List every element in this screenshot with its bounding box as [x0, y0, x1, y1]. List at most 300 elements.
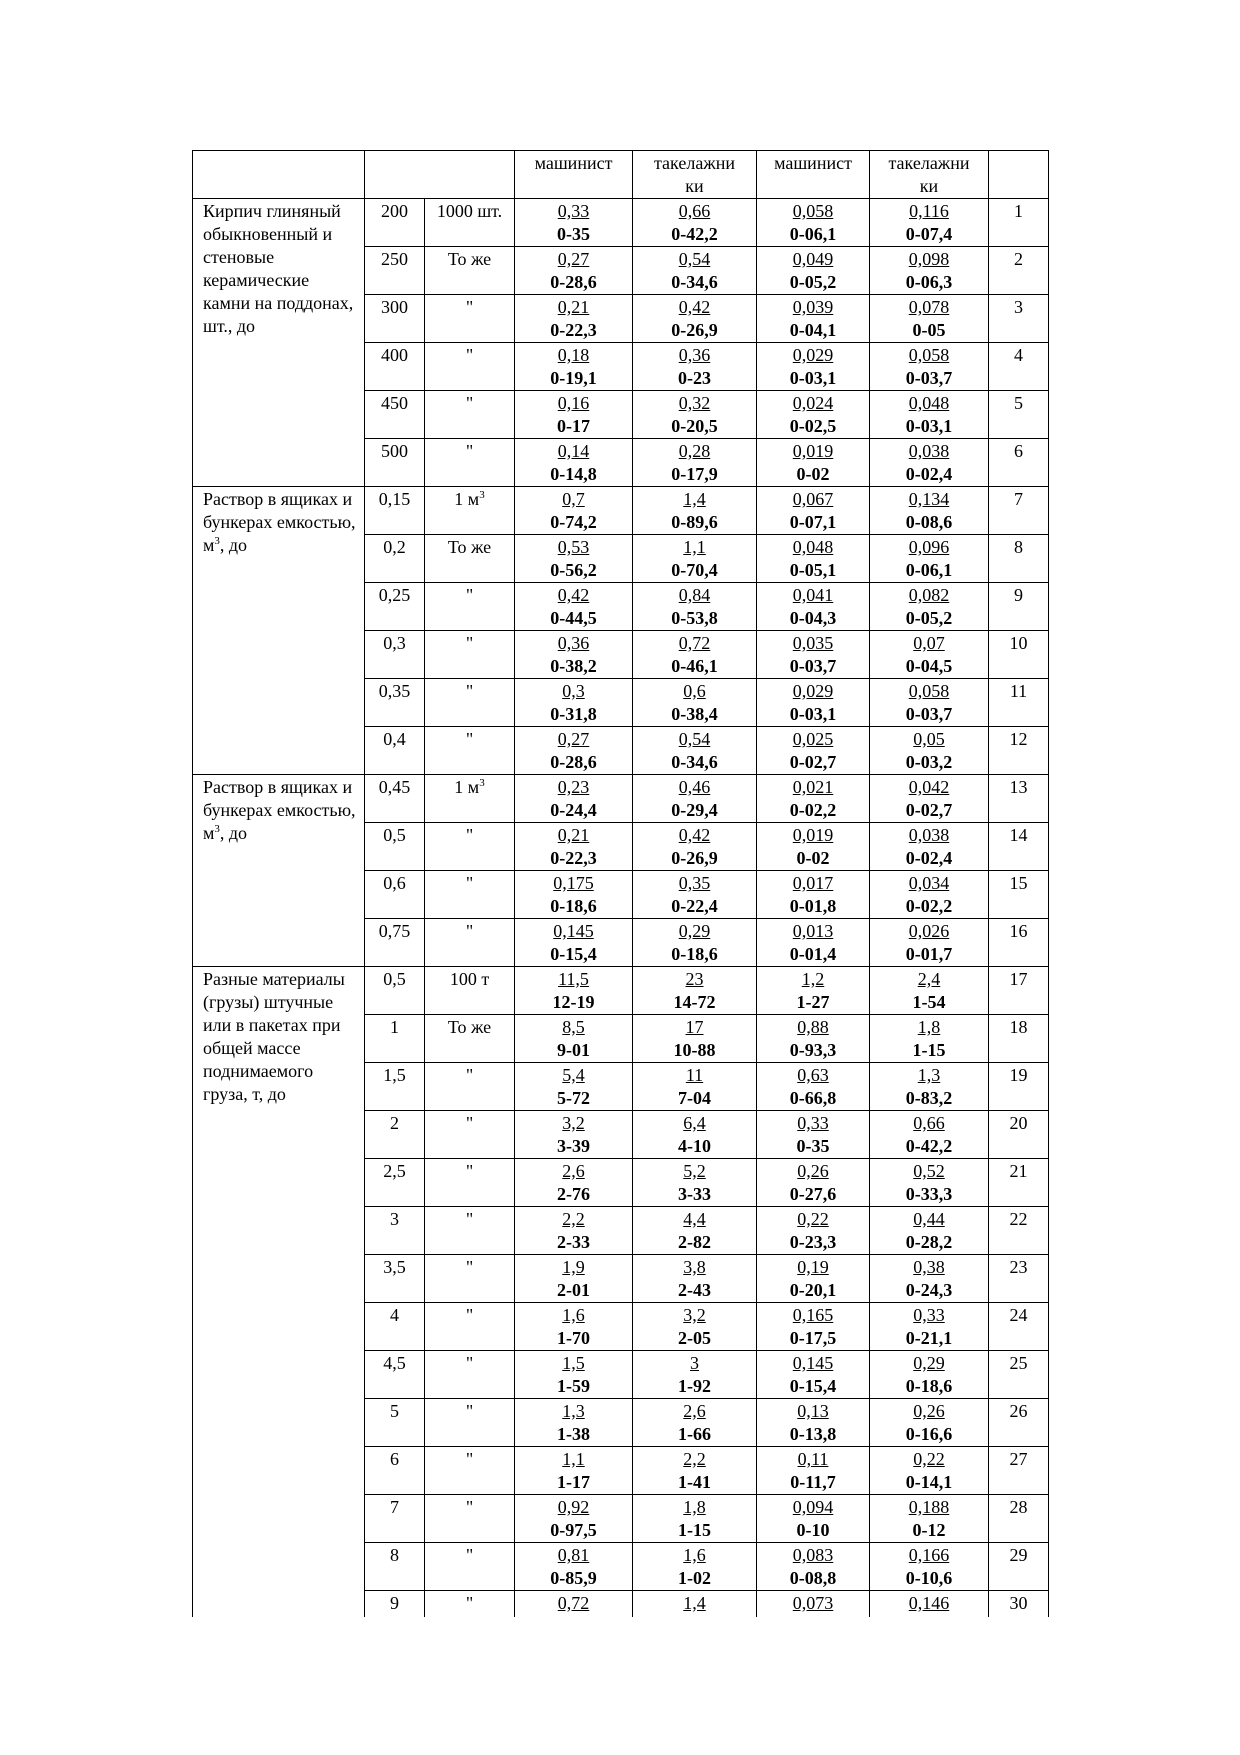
takelazhniki-2-norm-time: 0,07 [913, 633, 945, 653]
mashinist-2-norm-time: 0,88 [797, 1017, 829, 1037]
takelazhniki-1-price: 2-82 [678, 1232, 711, 1252]
mashinist-2-norm-time: 0,165 [792, 1305, 834, 1325]
mashinist-1-price: 0-22,3 [550, 320, 597, 340]
mashinist-2-price: 0-02,7 [789, 752, 837, 772]
unit-cell: " [425, 1543, 515, 1591]
row-number-cell: 20 [989, 1111, 1049, 1159]
mashinist-2-value-cell [757, 1591, 870, 1618]
mashinist-1-value-cell [515, 1111, 633, 1159]
mashinist-1-value-cell [515, 1399, 633, 1447]
mashinist-1-price: 9-01 [557, 1040, 590, 1060]
takelazhniki-2-value-cell [870, 1255, 989, 1303]
mashinist-1-price: 0-31,8 [550, 704, 597, 724]
mashinist-2-norm-time: 0,63 [797, 1065, 829, 1085]
takelazhniki-2-value-cell [870, 295, 989, 343]
size-cell: 6 [365, 1447, 425, 1495]
takelazhniki-1-norm-time: 11 [685, 1065, 704, 1085]
takelazhniki-2-price: 0-02,4 [905, 848, 953, 868]
takelazhniki-1-value-cell [633, 1255, 757, 1303]
takelazhniki-2-value-cell [870, 1111, 989, 1159]
row-number-cell: 14 [989, 823, 1049, 871]
superscript-3: 3 [479, 489, 485, 501]
mashinist-2-price: 0-13,8 [789, 1424, 837, 1444]
unit-cell: " [425, 1591, 515, 1618]
row-number-cell: 18 [989, 1015, 1049, 1063]
mashinist-1-value-cell [515, 631, 633, 679]
mashinist-1-norm-time: 0,21 [557, 825, 590, 845]
row-number-cell: 25 [989, 1351, 1049, 1399]
takelazhniki-1-norm-time: 0,36 [678, 345, 711, 365]
mashinist-1-price: 0-38,2 [550, 656, 597, 676]
mashinist-1-value-cell [515, 583, 633, 631]
takelazhniki-1-value-cell [633, 1159, 757, 1207]
takelazhniki-1-norm-time: 0,84 [678, 585, 711, 605]
size-cell: 0,75 [365, 919, 425, 967]
mashinist-2-value-cell [757, 967, 870, 1015]
header-takelazhniki-2 [870, 151, 989, 199]
group-name-cell: Разные материалы (грузы) штучные или в пакетах при общей массе поднимаемого груза, т, до [193, 967, 365, 1618]
superscript-3: 3 [214, 823, 220, 835]
unit-cell: " [425, 1495, 515, 1543]
takelazhniki-2-norm-time: 1,8 [917, 1017, 941, 1037]
takelazhniki-2-price: 0-42,2 [905, 1136, 953, 1156]
mashinist-2-price: 0-03,1 [789, 704, 837, 724]
mashinist-1-value-cell [515, 1543, 633, 1591]
takelazhniki-2-value-cell [870, 871, 989, 919]
mashinist-2-norm-time: 0,019 [792, 441, 834, 461]
mashinist-1-norm-time: 0,7 [562, 489, 585, 509]
row-number-cell: 8 [989, 535, 1049, 583]
mashinist-1-norm-time: 0,81 [557, 1545, 590, 1565]
mashinist-2-price: 0-10 [796, 1520, 830, 1540]
takelazhniki-1-value-cell [633, 295, 757, 343]
takelazhniki-2-value-cell [870, 439, 989, 487]
takelazhniki-1-value-cell [633, 823, 757, 871]
mashinist-1-value-cell [515, 679, 633, 727]
size-cell: 0,6 [365, 871, 425, 919]
mashinist-2-price: 0-15,4 [789, 1376, 837, 1396]
mashinist-2-norm-time: 0,19 [797, 1257, 829, 1277]
row-number-cell: 15 [989, 871, 1049, 919]
size-cell: 0,35 [365, 679, 425, 727]
mashinist-2-value-cell [757, 439, 870, 487]
mashinist-1-norm-time: 0,33 [557, 201, 590, 221]
mashinist-1-norm-time: 0,92 [557, 1497, 590, 1517]
mashinist-1-norm-time: 3,2 [562, 1113, 585, 1133]
header-cell-empty-1 [193, 151, 365, 199]
takelazhniki-2-norm-time: 0,042 [908, 777, 950, 797]
takelazhniki-2-price: 0-05,2 [905, 608, 953, 628]
mashinist-2-norm-time: 0,33 [797, 1113, 829, 1133]
header-mashinist-1: машинист [515, 151, 633, 199]
mashinist-1-price: 0-24,4 [550, 800, 597, 820]
takelazhniki-2-value-cell [870, 1303, 989, 1351]
size-cell: 0,25 [365, 583, 425, 631]
unit-cell: " [425, 1111, 515, 1159]
mashinist-1-price: 2-01 [557, 1280, 590, 1300]
mashinist-1-norm-time: 5,4 [562, 1065, 585, 1085]
mashinist-1-norm-time: 0,42 [557, 585, 590, 605]
mashinist-2-price: 0-06,1 [789, 224, 837, 244]
takelazhniki-1-norm-time: 17 [685, 1017, 704, 1037]
unit-cell: " [425, 631, 515, 679]
mashinist-2-price: 0-05,2 [789, 272, 837, 292]
takelazhniki-1-norm-time: 3,8 [683, 1257, 706, 1277]
takelazhniki-2-price: 0-05 [912, 320, 946, 340]
mashinist-2-norm-time: 0,024 [792, 393, 834, 413]
takelazhniki-1-norm-time: 1,6 [683, 1545, 706, 1565]
takelazhniki-2-price: 0-83,2 [905, 1088, 953, 1108]
size-cell: 450 [365, 391, 425, 439]
takelazhniki-2-norm-time: 0,038 [908, 825, 950, 845]
mashinist-2-value-cell [757, 1063, 870, 1111]
mashinist-2-norm-time: 0,048 [792, 537, 834, 557]
takelazhniki-1-price: 7-04 [678, 1088, 711, 1108]
takelazhniki-1-price: 1-66 [678, 1424, 711, 1444]
header-takelazhniki-1-b: ки [685, 176, 704, 196]
takelazhniki-2-norm-time: 0,66 [913, 1113, 945, 1133]
unit-cell: " [425, 1159, 515, 1207]
norms-table [192, 150, 1049, 1617]
mashinist-2-price: 0-04,3 [789, 608, 837, 628]
group-name-cell: Раствор в ящиках и бункерах емкостью, $м^3$, до [193, 775, 365, 967]
takelazhniki-2-value-cell [870, 535, 989, 583]
takelazhniki-2-norm-time: 0,05 [913, 729, 945, 749]
mashinist-1-value-cell [515, 439, 633, 487]
takelazhniki-1-price: 0-17,9 [671, 464, 718, 484]
takelazhniki-1-price: 14-72 [673, 992, 716, 1012]
mashinist-1-value-cell [515, 391, 633, 439]
unit-cell: 1000 шт. [425, 199, 515, 247]
size-cell: 0,3 [365, 631, 425, 679]
mashinist-1-value-cell [515, 1015, 633, 1063]
row-number-cell: 19 [989, 1063, 1049, 1111]
mashinist-1-price: 1-59 [557, 1376, 590, 1396]
row-number-cell: 13 [989, 775, 1049, 823]
mashinist-2-price: 0-04,1 [789, 320, 837, 340]
superscript-3: 3 [214, 535, 220, 547]
unit-cell: То же [425, 247, 515, 295]
mashinist-2-price: 0-17,5 [789, 1328, 837, 1348]
takelazhniki-1-norm-time: 0,72 [678, 633, 711, 653]
takelazhniki-1-norm-time: 0,54 [678, 249, 711, 269]
size-cell: 1 [365, 1015, 425, 1063]
unit-cell: " [425, 727, 515, 775]
unit-cell: " [425, 583, 515, 631]
mashinist-2-price: 0-02,5 [789, 416, 837, 436]
row-number-cell: 6 [989, 439, 1049, 487]
mashinist-2-price: 0-02,2 [789, 800, 837, 820]
size-cell: 0,2 [365, 535, 425, 583]
mashinist-2-norm-time: 0,039 [792, 297, 834, 317]
takelazhniki-2-value-cell [870, 1015, 989, 1063]
mashinist-1-value-cell [515, 1495, 633, 1543]
takelazhniki-1-price: 0-23 [678, 368, 711, 388]
mashinist-2-value-cell [757, 871, 870, 919]
mashinist-2-value-cell [757, 343, 870, 391]
takelazhniki-1-price: 0-42,2 [671, 224, 718, 244]
takelazhniki-1-value-cell [633, 775, 757, 823]
mashinist-1-value-cell [515, 535, 633, 583]
mashinist-2-norm-time: 0,017 [792, 873, 834, 893]
header-cell-empty-3 [989, 151, 1049, 199]
takelazhniki-2-price: 0-14,1 [905, 1472, 953, 1492]
mashinist-2-norm-time: 0,049 [792, 249, 834, 269]
unit-cell: " [425, 871, 515, 919]
mashinist-1-value-cell [515, 1447, 633, 1495]
takelazhniki-1-norm-time: 0,35 [678, 873, 711, 893]
takelazhniki-2-value-cell [870, 199, 989, 247]
header-mashinist-2: машинист [757, 151, 870, 199]
mashinist-2-norm-time: 0,145 [792, 1353, 834, 1373]
takelazhniki-1-value-cell [633, 199, 757, 247]
mashinist-1-norm-time: 1,9 [562, 1257, 585, 1277]
unit-cell: " [425, 1207, 515, 1255]
unit-cell: " [425, 1303, 515, 1351]
mashinist-1-norm-time: 0,175 [553, 873, 594, 893]
unit-cell: " [425, 1063, 515, 1111]
takelazhniki-2-norm-time: 1,3 [917, 1065, 941, 1085]
mashinist-2-norm-time: 0,26 [797, 1161, 829, 1181]
header-takelazhniki-2-b: ки [919, 176, 939, 196]
takelazhniki-1-value-cell [633, 535, 757, 583]
size-cell: 400 [365, 343, 425, 391]
mashinist-2-price: 0-27,6 [789, 1184, 837, 1204]
takelazhniki-1-price: 0-34,6 [671, 752, 718, 772]
takelazhniki-2-norm-time: 0,058 [908, 345, 950, 365]
takelazhniki-1-price: 0-53,8 [671, 608, 718, 628]
takelazhniki-1-norm-time: 1,8 [683, 1497, 706, 1517]
mashinist-2-value-cell [757, 727, 870, 775]
takelazhniki-2-value-cell [870, 631, 989, 679]
takelazhniki-2-price: 0-33,3 [905, 1184, 953, 1204]
takelazhniki-2-value-cell [870, 679, 989, 727]
takelazhniki-1-price: 0-26,9 [671, 848, 718, 868]
takelazhniki-1-norm-time: 1,1 [683, 537, 706, 557]
mashinist-1-price: 1-70 [557, 1328, 590, 1348]
takelazhniki-1-price: 0-70,4 [671, 560, 718, 580]
unit-cell: 1 $м^3$ [425, 487, 515, 535]
mashinist-1-norm-time: 0,23 [557, 777, 590, 797]
mashinist-1-norm-time: 0,3 [562, 681, 585, 701]
takelazhniki-1-price: 10-88 [673, 1040, 716, 1060]
mashinist-2-norm-time: 0,083 [792, 1545, 834, 1565]
size-cell: 250 [365, 247, 425, 295]
takelazhniki-1-price: 2-43 [678, 1280, 711, 1300]
mashinist-2-price: 0-03,1 [789, 368, 837, 388]
mashinist-1-norm-time: 0,27 [557, 249, 590, 269]
mashinist-1-price: 0-22,3 [550, 848, 597, 868]
takelazhniki-2-price: 0-12 [912, 1520, 946, 1540]
mashinist-2-norm-time: 0,019 [792, 825, 834, 845]
size-cell: 200 [365, 199, 425, 247]
takelazhniki-2-norm-time: 0,44 [913, 1209, 945, 1229]
takelazhniki-2-norm-time: 0,38 [913, 1257, 945, 1277]
size-cell: 4,5 [365, 1351, 425, 1399]
mashinist-2-norm-time: 0,058 [792, 201, 834, 221]
takelazhniki-1-price: 0-18,6 [671, 944, 718, 964]
group-name-cell: Раствор в ящиках и бункерах емкостью, $м^3$, до [193, 487, 365, 775]
size-cell: 8 [365, 1543, 425, 1591]
mashinist-1-price: 0-15,4 [550, 944, 597, 964]
takelazhniki-1-value-cell [633, 871, 757, 919]
mashinist-2-value-cell [757, 1351, 870, 1399]
unit-cell: " [425, 823, 515, 871]
mashinist-2-price: 0-01,4 [789, 944, 837, 964]
mashinist-2-price: 0-02 [796, 464, 830, 484]
takelazhniki-1-price: 1-15 [678, 1520, 711, 1540]
takelazhniki-1-norm-time: 6,4 [683, 1113, 706, 1133]
takelazhniki-1-value-cell [633, 679, 757, 727]
mashinist-1-value-cell [515, 343, 633, 391]
takelazhniki-2-norm-time: 0,26 [913, 1401, 945, 1421]
row-number-cell: 2 [989, 247, 1049, 295]
row-number-cell: 22 [989, 1207, 1049, 1255]
row-number-cell: 24 [989, 1303, 1049, 1351]
unit-cell: " [425, 1447, 515, 1495]
mashinist-2-price: 0-20,1 [789, 1280, 837, 1300]
mashinist-1-value-cell [515, 1303, 633, 1351]
takelazhniki-2-norm-time: 0,096 [908, 537, 950, 557]
mashinist-1-value-cell [515, 247, 633, 295]
row-number-cell: 12 [989, 727, 1049, 775]
mashinist-1-norm-time: 0,21 [557, 297, 590, 317]
takelazhniki-1-norm-time: 3 [690, 1353, 699, 1373]
takelazhniki-2-price: 0-28,2 [905, 1232, 953, 1252]
takelazhniki-1-price: 0-89,6 [671, 512, 718, 532]
mashinist-2-price: 0-66,8 [789, 1088, 837, 1108]
mashinist-1-norm-time: 0,27 [557, 729, 590, 749]
header-cell-empty-2 [365, 151, 515, 199]
mashinist-1-price: 0-19,1 [550, 368, 597, 388]
takelazhniki-2-norm-time: 0,116 [909, 201, 949, 221]
takelazhniki-1-value-cell [633, 631, 757, 679]
size-cell: 1,5 [365, 1063, 425, 1111]
takelazhniki-2-norm-time: 0,33 [913, 1305, 945, 1325]
takelazhniki-1-norm-time: 1,4 [683, 1593, 706, 1613]
takelazhniki-1-price: 0-46,1 [671, 656, 718, 676]
takelazhniki-2-price: 0-07,4 [905, 224, 953, 244]
row-number-cell: 1 [989, 199, 1049, 247]
takelazhniki-2-norm-time: 0,038 [908, 441, 950, 461]
header-row [193, 151, 1049, 199]
mashinist-2-value-cell [757, 679, 870, 727]
mashinist-2-norm-time: 0,094 [792, 1497, 834, 1517]
takelazhniki-2-norm-time: 2,4 [917, 969, 941, 989]
mashinist-2-value-cell [757, 487, 870, 535]
mashinist-1-price: 0-28,6 [550, 272, 597, 292]
mashinist-1-price: 0-35 [557, 224, 590, 244]
mashinist-1-norm-time: 8,5 [562, 1017, 585, 1037]
mashinist-2-value-cell [757, 247, 870, 295]
takelazhniki-2-price: 0-03,7 [905, 704, 953, 724]
unit-cell: " [425, 1399, 515, 1447]
header-takelazhniki-1-a: такелажни [653, 153, 736, 173]
mashinist-1-value-cell [515, 1063, 633, 1111]
takelazhniki-1-price: 4-10 [678, 1136, 711, 1156]
mashinist-1-value-cell [515, 1255, 633, 1303]
size-cell: 3,5 [365, 1255, 425, 1303]
takelazhniki-1-norm-time: 3,2 [683, 1305, 706, 1325]
takelazhniki-1-norm-time: 1,4 [683, 489, 706, 509]
takelazhniki-2-price: 0-04,5 [905, 656, 953, 676]
mashinist-1-price: 0-44,5 [550, 608, 597, 628]
takelazhniki-2-price: 1-54 [912, 992, 946, 1012]
row-number-cell: 28 [989, 1495, 1049, 1543]
mashinist-1-norm-time: 0,18 [557, 345, 590, 365]
takelazhniki-1-value-cell [633, 343, 757, 391]
takelazhniki-1-value-cell [633, 1015, 757, 1063]
row-number-cell: 5 [989, 391, 1049, 439]
takelazhniki-1-price: 0-20,5 [671, 416, 718, 436]
mashinist-2-price: 0-08,8 [789, 1568, 837, 1588]
table-row [193, 775, 1049, 823]
takelazhniki-1-norm-time: 0,54 [678, 729, 711, 749]
takelazhniki-1-price: 2-05 [678, 1328, 711, 1348]
unit-cell: " [425, 679, 515, 727]
mashinist-2-price: 0-07,1 [789, 512, 837, 532]
takelazhniki-2-value-cell [870, 967, 989, 1015]
takelazhniki-1-value-cell [633, 1495, 757, 1543]
takelazhniki-2-value-cell [870, 919, 989, 967]
row-number-cell: 3 [989, 295, 1049, 343]
header-takelazhniki-1 [633, 151, 757, 199]
mashinist-1-norm-time: 1,5 [562, 1353, 585, 1373]
takelazhniki-2-norm-time: 0,058 [908, 681, 950, 701]
mashinist-1-value-cell [515, 727, 633, 775]
mashinist-1-norm-time: 1,6 [562, 1305, 585, 1325]
row-number-cell: 9 [989, 583, 1049, 631]
mashinist-2-norm-time: 0,22 [797, 1209, 829, 1229]
mashinist-2-price: 0-11,7 [790, 1472, 836, 1492]
takelazhniki-1-value-cell [633, 439, 757, 487]
mashinist-1-price: 0-97,5 [550, 1520, 597, 1540]
takelazhniki-1-value-cell [633, 1591, 757, 1618]
mashinist-2-value-cell [757, 1111, 870, 1159]
mashinist-1-value-cell [515, 823, 633, 871]
row-number-cell: 21 [989, 1159, 1049, 1207]
mashinist-1-norm-time: 2,2 [562, 1209, 585, 1229]
mashinist-1-price: 2-33 [557, 1232, 590, 1252]
takelazhniki-2-price: 0-06,1 [905, 560, 953, 580]
takelazhniki-2-value-cell [870, 775, 989, 823]
mashinist-2-value-cell [757, 775, 870, 823]
unit-cell: " [425, 391, 515, 439]
takelazhniki-2-price: 0-21,1 [905, 1328, 953, 1348]
row-number-cell: 10 [989, 631, 1049, 679]
row-number-cell: 29 [989, 1543, 1049, 1591]
mashinist-1-value-cell [515, 919, 633, 967]
takelazhniki-1-value-cell [633, 1303, 757, 1351]
mashinist-1-value-cell [515, 775, 633, 823]
takelazhniki-2-norm-time: 0,078 [908, 297, 950, 317]
mashinist-2-price: 0-01,8 [789, 896, 837, 916]
mashinist-1-value-cell [515, 967, 633, 1015]
takelazhniki-2-value-cell [870, 1159, 989, 1207]
takelazhniki-1-value-cell [633, 487, 757, 535]
mashinist-2-norm-time: 0,029 [792, 345, 834, 365]
takelazhniki-2-norm-time: 0,22 [913, 1449, 945, 1469]
takelazhniki-2-value-cell [870, 1495, 989, 1543]
size-cell: 0,15 [365, 487, 425, 535]
size-cell: 0,4 [365, 727, 425, 775]
mashinist-1-norm-time: 0,16 [557, 393, 590, 413]
mashinist-2-value-cell [757, 631, 870, 679]
takelazhniki-1-value-cell [633, 583, 757, 631]
header-takelazhniki-2-a: такелажни [888, 153, 970, 173]
mashinist-1-norm-time: 2,6 [562, 1161, 585, 1181]
mashinist-2-price: 0-35 [796, 1136, 830, 1156]
